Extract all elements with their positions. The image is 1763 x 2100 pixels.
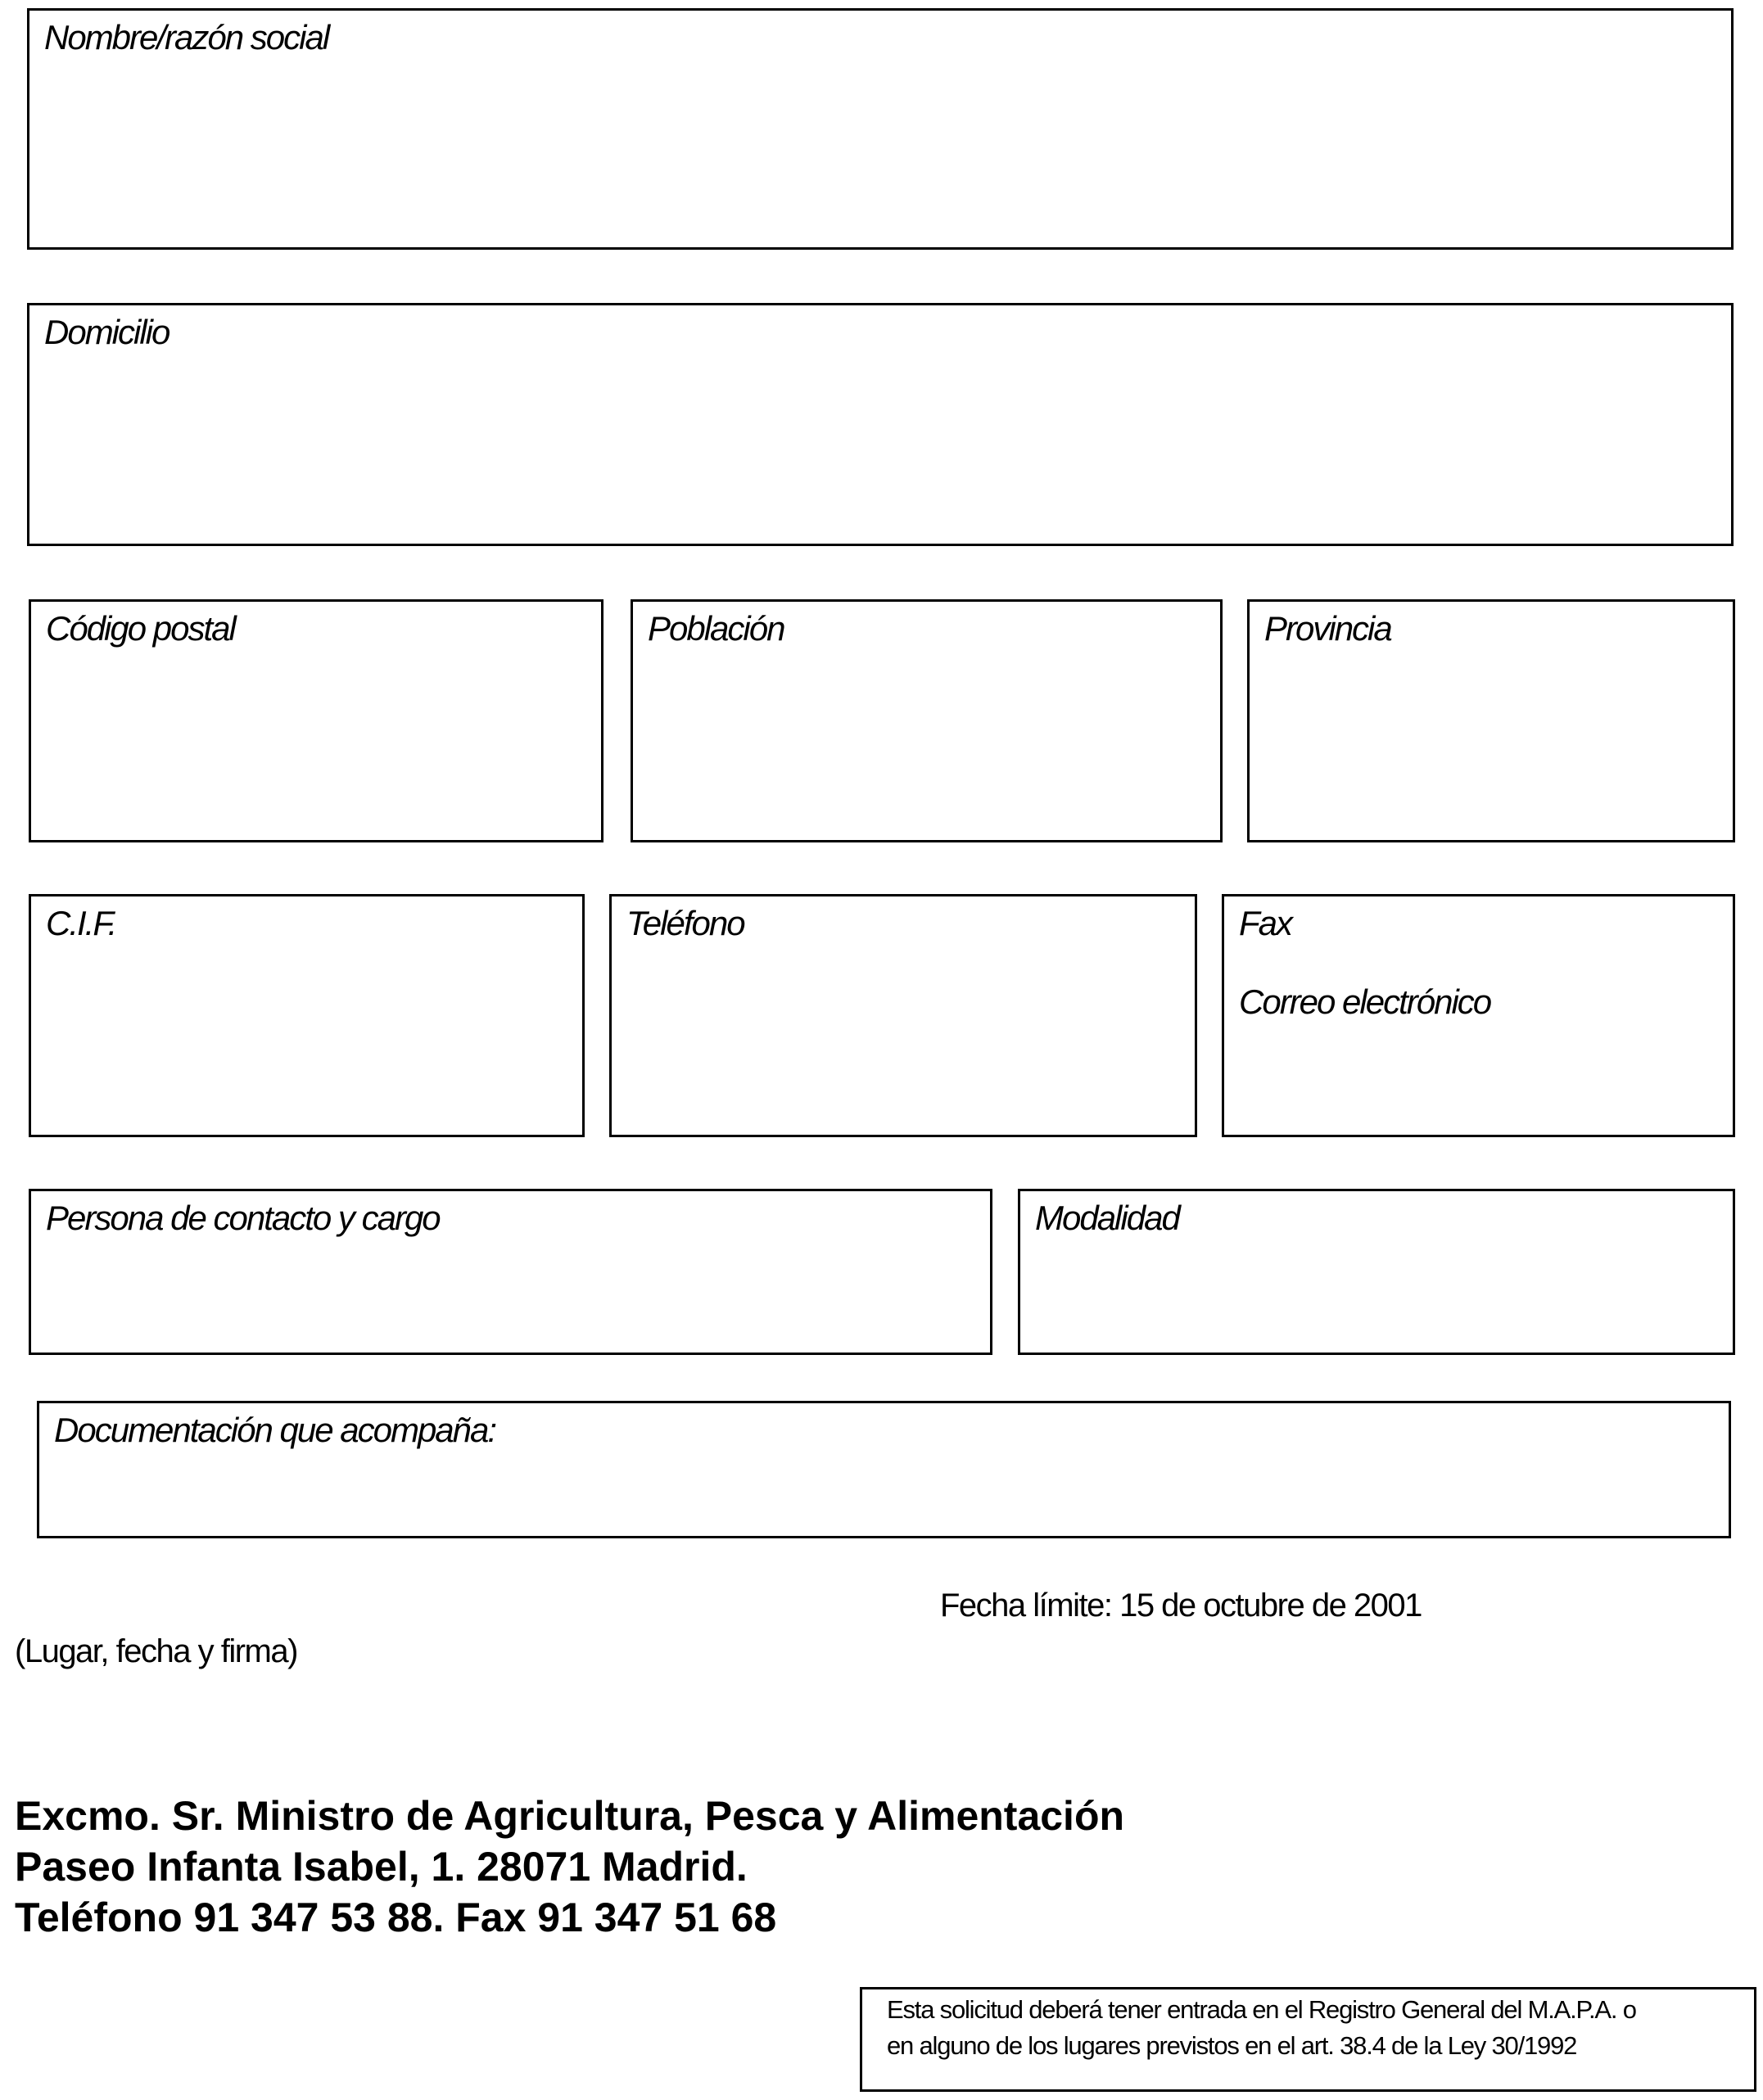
persona-contacto-label: Persona de contacto y cargo: [46, 1199, 440, 1237]
codigo-postal-field[interactable]: [29, 599, 603, 842]
registro-notice-box: [860, 1987, 1756, 2092]
address-line-2: Paseo Infanta Isabel, 1. 28071 Madrid.: [15, 1844, 748, 1890]
fax-label: Fax: [1239, 904, 1292, 942]
documentacion-field[interactable]: [37, 1401, 1731, 1538]
domicilio-field[interactable]: [27, 303, 1734, 546]
persona-contacto-field[interactable]: [29, 1189, 992, 1355]
documentacion-label: Documentación que acompaña:: [54, 1411, 496, 1449]
telefono-field[interactable]: [609, 894, 1197, 1137]
modalidad-label: Modalidad: [1035, 1199, 1179, 1237]
domicilio-label: Domicilio: [44, 313, 170, 351]
fax-correo-field[interactable]: [1222, 894, 1735, 1137]
modalidad-field[interactable]: [1018, 1189, 1735, 1355]
notice-line-2: en alguno de los lugares previstos en el art. 38.4 de la Ley 30/1992: [887, 2031, 1577, 2060]
cif-label: C.I.F.: [46, 904, 116, 942]
address-line-3: Teléfono 91 347 53 88. Fax 91 347 51 68: [15, 1895, 777, 1940]
notice-line-1: Esta solicitud deberá tener entrada en el Registro General del M.A.P.A. o: [887, 1995, 1636, 2024]
codigo-postal-label: Código postal: [46, 609, 235, 648]
provincia-label: Provincia: [1264, 609, 1391, 648]
poblacion-label: Población: [648, 609, 784, 648]
lugar-fecha-firma: (Lugar, fecha y firma): [15, 1633, 297, 1669]
nombre-field[interactable]: [27, 8, 1734, 250]
provincia-field[interactable]: [1247, 599, 1735, 842]
cif-field[interactable]: [29, 894, 585, 1137]
address-line-1: Excmo. Sr. Ministro de Agricultura, Pesca y Alimentación: [15, 1793, 1125, 1839]
poblacion-field[interactable]: [631, 599, 1223, 842]
fecha-limite: Fecha límite: 15 de octubre de 2001: [940, 1587, 1422, 1624]
nombre-label: Nombre/razón social: [44, 18, 329, 56]
correo-label: Correo electrónico: [1239, 982, 1491, 1021]
telefono-label: Teléfono: [626, 904, 744, 942]
